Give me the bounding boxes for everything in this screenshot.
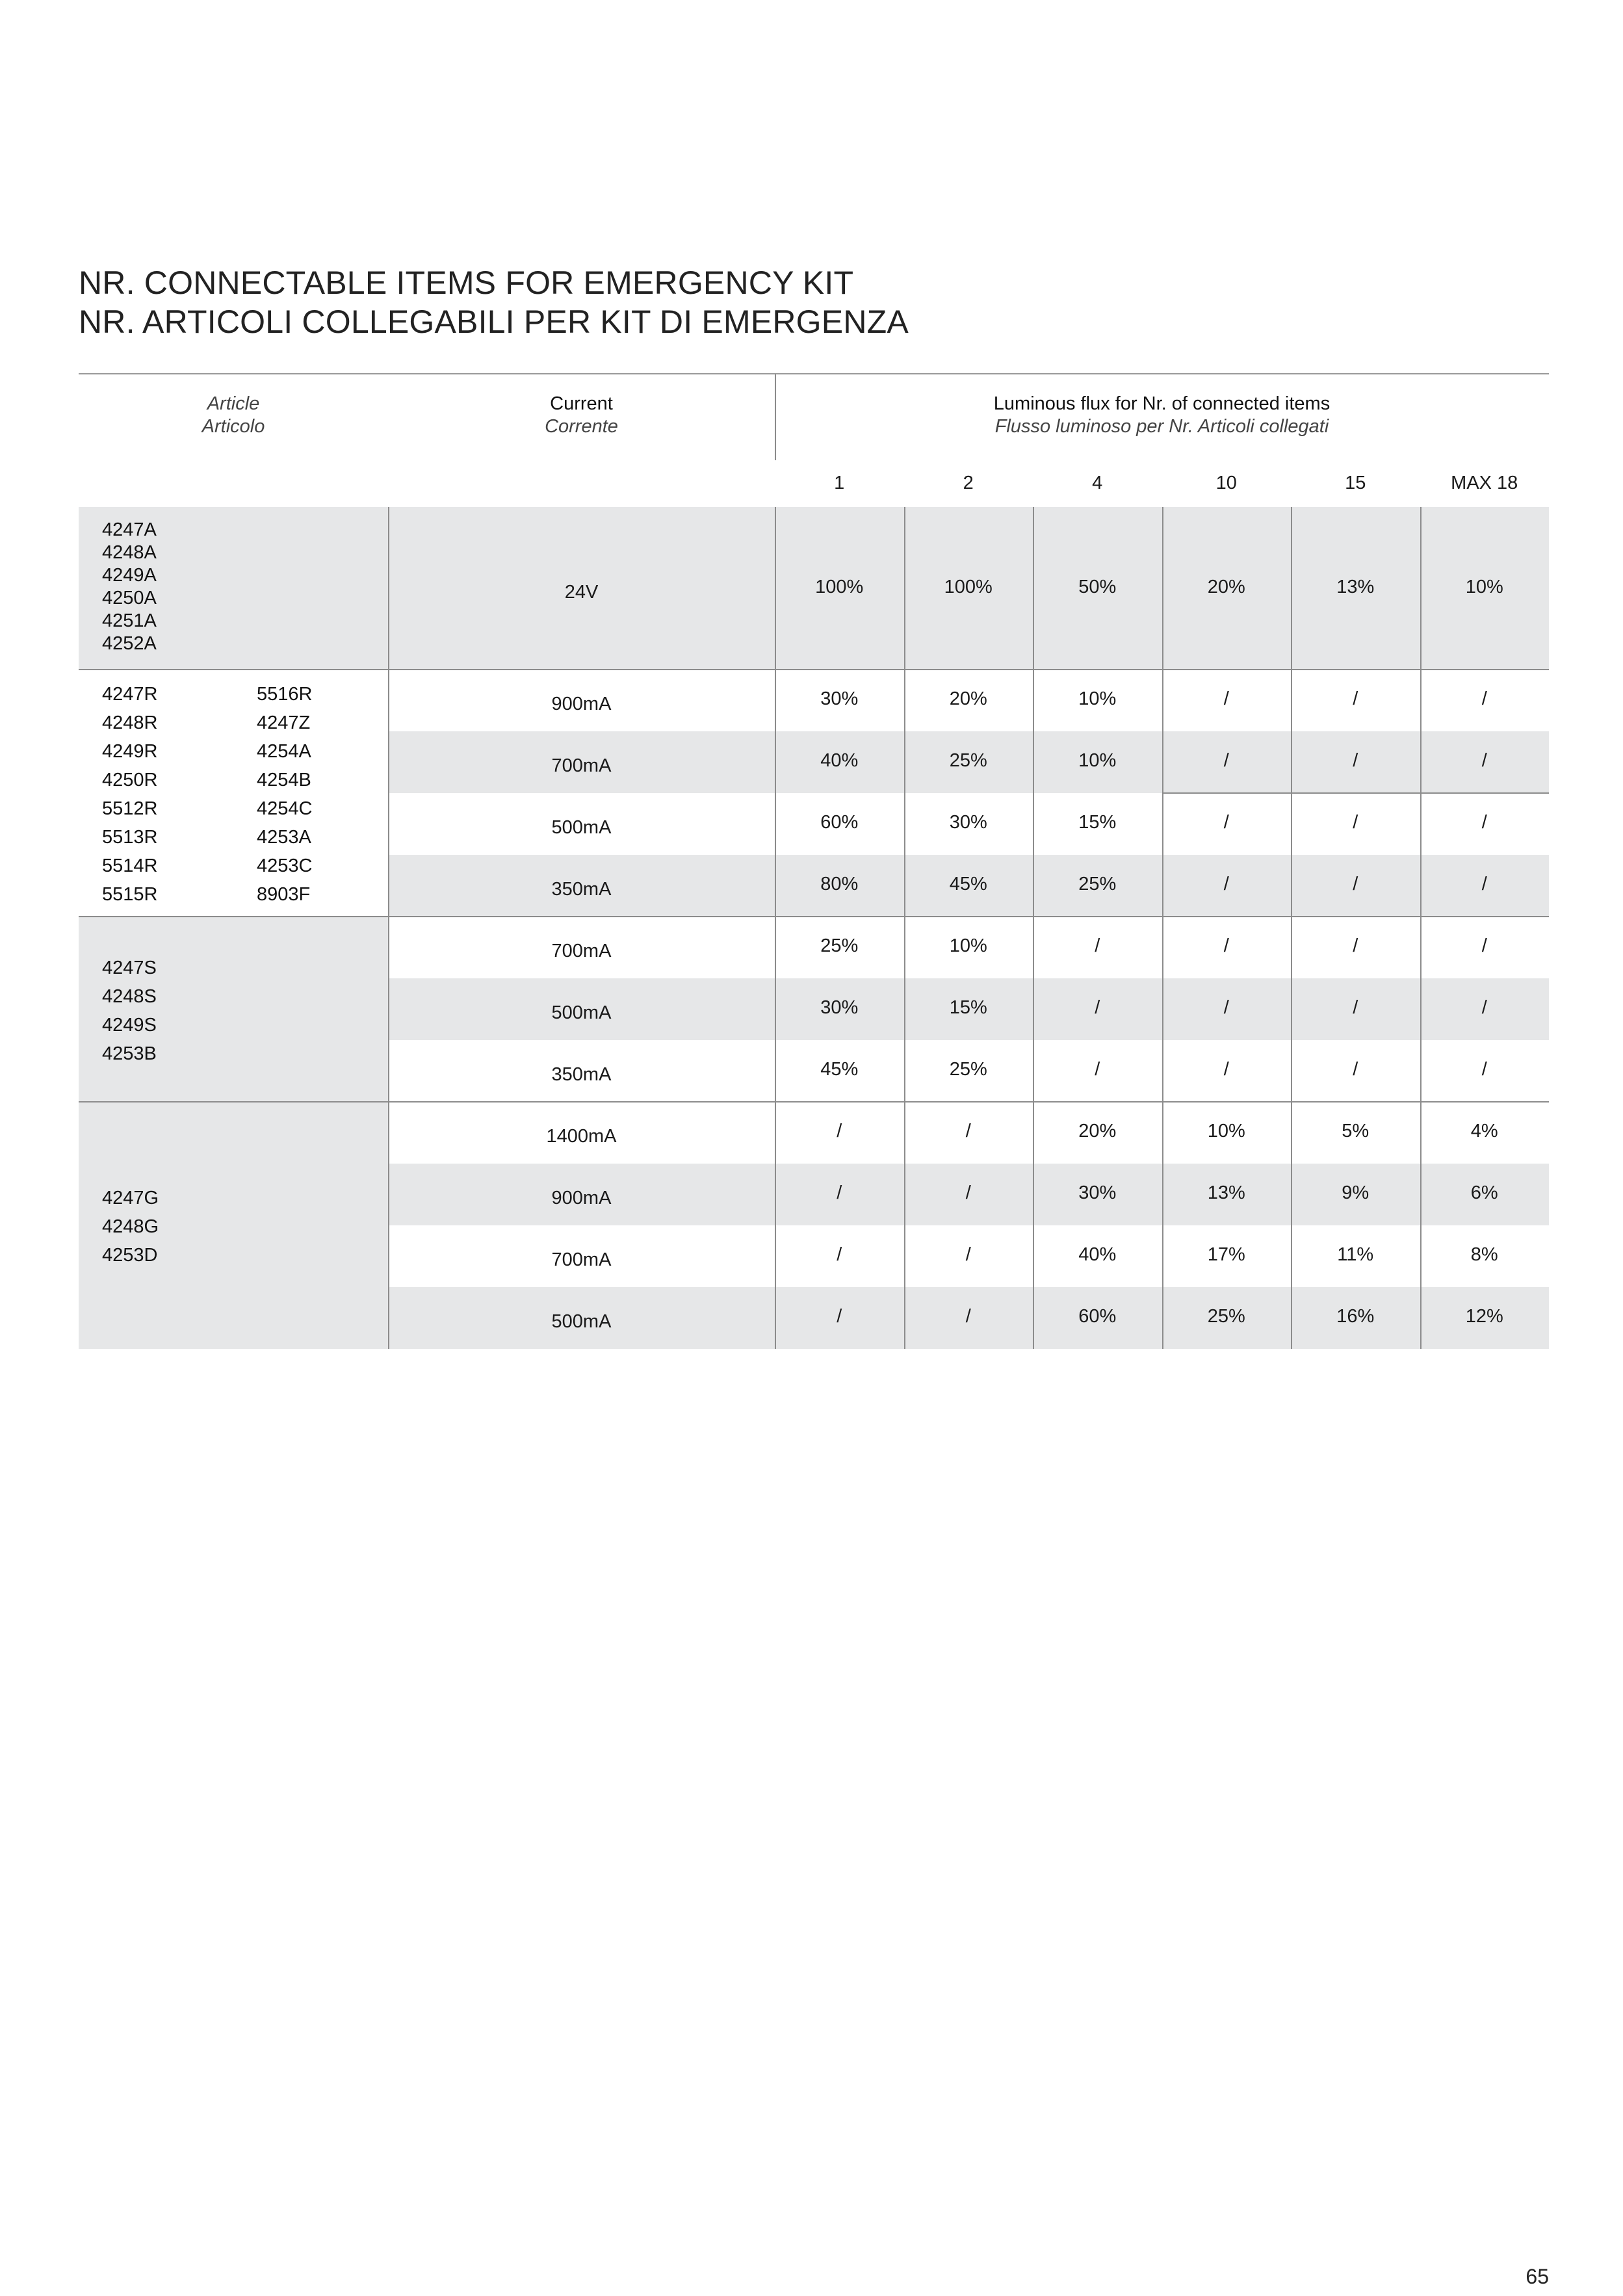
flux-value: /: [1095, 997, 1100, 1018]
current-value: 500mA: [551, 1311, 612, 1332]
article-code: 4247G: [102, 1188, 159, 1208]
column-header: 4: [1092, 472, 1103, 493]
current-value: 1400mA: [546, 1126, 617, 1147]
header-current-en: Current: [550, 393, 613, 414]
flux-value: /: [965, 1244, 971, 1265]
flux-value: 6%: [1470, 1182, 1498, 1203]
flux-value: 45%: [949, 874, 987, 894]
flux-value: /: [1353, 1059, 1358, 1080]
column-header: 15: [1345, 472, 1366, 493]
flux-value: /: [1481, 1059, 1487, 1080]
header-article-it: Articolo: [201, 416, 265, 437]
flux-value: 60%: [1078, 1306, 1117, 1327]
flux-value: 45%: [820, 1059, 859, 1080]
flux-value: 4%: [1470, 1121, 1498, 1141]
flux-value: /: [1481, 997, 1487, 1018]
article-code: 5516R: [257, 684, 313, 705]
flux-value: /: [1095, 935, 1100, 956]
column-header: 10: [1215, 472, 1237, 493]
flux-value: /: [1481, 935, 1487, 956]
flux-value: 25%: [1078, 874, 1117, 894]
article-code: 4248G: [102, 1216, 159, 1237]
header-flux: [775, 393, 1549, 438]
flux-value: /: [965, 1306, 971, 1327]
article-code: 4247Z: [257, 712, 311, 733]
flux-value: 60%: [820, 812, 859, 833]
flux-value: /: [1223, 750, 1229, 771]
flux-value: 17%: [1207, 1244, 1245, 1265]
flux-value: 30%: [820, 997, 859, 1018]
flux-value: 10%: [1078, 688, 1117, 709]
page-number: 65: [1526, 2265, 1549, 2288]
column-header: 2: [963, 472, 974, 493]
current-value: 900mA: [551, 1188, 612, 1208]
article-list-secondary: [257, 680, 312, 909]
article-code: 4252A: [102, 633, 157, 654]
page-title: [79, 263, 1509, 341]
flux-value: /: [1353, 997, 1358, 1018]
flux-value: /: [837, 1306, 842, 1327]
flux-value: 25%: [1207, 1306, 1245, 1327]
flux-value: 20%: [1078, 1121, 1117, 1141]
article-code: 8903F: [257, 884, 311, 905]
flux-value: /: [1481, 874, 1487, 894]
article-code: 5512R: [102, 798, 158, 819]
flux-value: 13%: [1207, 1182, 1245, 1203]
title-english: NR. CONNECTABLE ITEMS FOR EMERGENCY KIT: [79, 265, 854, 301]
flux-value: 30%: [949, 812, 987, 833]
article-code: 4254C: [257, 798, 313, 819]
article-code: 4253A: [257, 827, 311, 848]
flux-value: 25%: [820, 935, 859, 956]
article-list: [102, 1184, 159, 1270]
flux-value: 30%: [1078, 1182, 1117, 1203]
article-code: 4253D: [102, 1245, 158, 1266]
current-value: 900mA: [551, 694, 612, 714]
flux-value: 13%: [1336, 576, 1375, 597]
article-code: 4251A: [102, 610, 157, 631]
flux-value: /: [1481, 812, 1487, 833]
article-code: 4254B: [257, 770, 311, 790]
article-code: 4248A: [102, 542, 157, 563]
flux-value: /: [837, 1121, 842, 1141]
article-code: 4249A: [102, 565, 157, 586]
flux-value: /: [837, 1182, 842, 1203]
flux-value: 11%: [1337, 1244, 1374, 1265]
article-code: 4250R: [102, 770, 158, 790]
current-value: 350mA: [551, 879, 612, 900]
article-code: 5513R: [102, 827, 158, 848]
flux-value: /: [1223, 688, 1229, 709]
article-list: [102, 954, 157, 1068]
article-code: 4247S: [102, 957, 157, 978]
current-value: 700mA: [551, 1249, 612, 1270]
flux-value: /: [1353, 688, 1358, 709]
article-code: 4248S: [102, 985, 157, 1007]
title-italian: NR. ARTICOLI COLLEGABILI PER KIT DI EMERGENZA: [79, 304, 909, 340]
flux-value: /: [1223, 812, 1229, 833]
current-value: 500mA: [551, 1002, 612, 1023]
flux-value: 15%: [1078, 812, 1117, 833]
flux-value: 12%: [1465, 1306, 1503, 1327]
flux-value: /: [1353, 874, 1358, 894]
flux-value: 25%: [949, 1059, 987, 1080]
column-header: MAX 18: [1451, 472, 1518, 493]
column-header: 1: [834, 472, 845, 493]
flux-value: 40%: [820, 750, 859, 771]
flux-value: /: [1481, 688, 1487, 709]
header-current-it: Corrente: [545, 416, 618, 437]
flux-value: /: [1353, 750, 1358, 771]
article-code: 4248R: [102, 712, 158, 733]
flux-value: 100%: [815, 576, 864, 597]
flux-value: /: [1223, 1059, 1229, 1080]
current-value: 500mA: [551, 817, 612, 838]
flux-value: 15%: [949, 997, 987, 1018]
article-code: 5514R: [102, 855, 158, 876]
article-code: 4250A: [102, 588, 157, 608]
flux-value: 16%: [1336, 1306, 1375, 1327]
article-code: 4247A: [102, 519, 157, 540]
flux-value: 10%: [949, 935, 987, 956]
flux-value: 10%: [1465, 576, 1503, 597]
flux-value: /: [965, 1182, 971, 1203]
flux-value: 50%: [1078, 576, 1117, 597]
flux-value: /: [1223, 935, 1229, 956]
article-list: [102, 680, 157, 909]
flux-value: 80%: [820, 874, 859, 894]
flux-value: /: [837, 1244, 842, 1265]
article-list: [102, 519, 157, 655]
flux-value: 10%: [1078, 750, 1117, 771]
flux-value: 25%: [949, 750, 987, 771]
header-article-en: Article: [207, 393, 260, 414]
current-value: 700mA: [551, 941, 612, 961]
flux-value: 5%: [1342, 1121, 1370, 1141]
current-value: 700mA: [551, 755, 612, 776]
article-code: 4249S: [102, 1014, 157, 1036]
current-value: 350mA: [551, 1064, 612, 1085]
flux-value: 9%: [1342, 1182, 1370, 1203]
article-code: 4253B: [102, 1043, 157, 1064]
flux-value: /: [1353, 812, 1358, 833]
article-code: 4247R: [102, 684, 158, 705]
flux-value: 10%: [1207, 1121, 1245, 1141]
flux-value: /: [1095, 1059, 1100, 1080]
table-top-rule: [79, 373, 1549, 374]
flux-value: 20%: [949, 688, 987, 709]
flux-value: /: [1223, 874, 1229, 894]
flux-value: 100%: [944, 576, 993, 597]
header-divider: [775, 374, 776, 460]
article-code: 4254A: [257, 741, 311, 762]
article-code: 4253C: [257, 855, 313, 876]
flux-value: /: [1223, 997, 1229, 1018]
flux-value: 30%: [820, 688, 859, 709]
current-value: 24V: [564, 581, 599, 603]
header-flux-it: Flusso luminoso per Nr. Articoli collegati: [994, 416, 1329, 437]
header-flux-en: Luminous flux for Nr. of connected items: [993, 393, 1331, 414]
header-current: [388, 393, 775, 438]
flux-value: /: [1353, 935, 1358, 956]
article-code: 5515R: [102, 884, 158, 905]
flux-value: 20%: [1207, 576, 1245, 597]
flux-value: 40%: [1078, 1244, 1117, 1265]
flux-value: /: [965, 1121, 971, 1141]
article-code: 4249R: [102, 741, 158, 762]
header-article: [79, 393, 388, 438]
flux-value: 8%: [1470, 1244, 1498, 1265]
flux-value: /: [1481, 750, 1487, 771]
